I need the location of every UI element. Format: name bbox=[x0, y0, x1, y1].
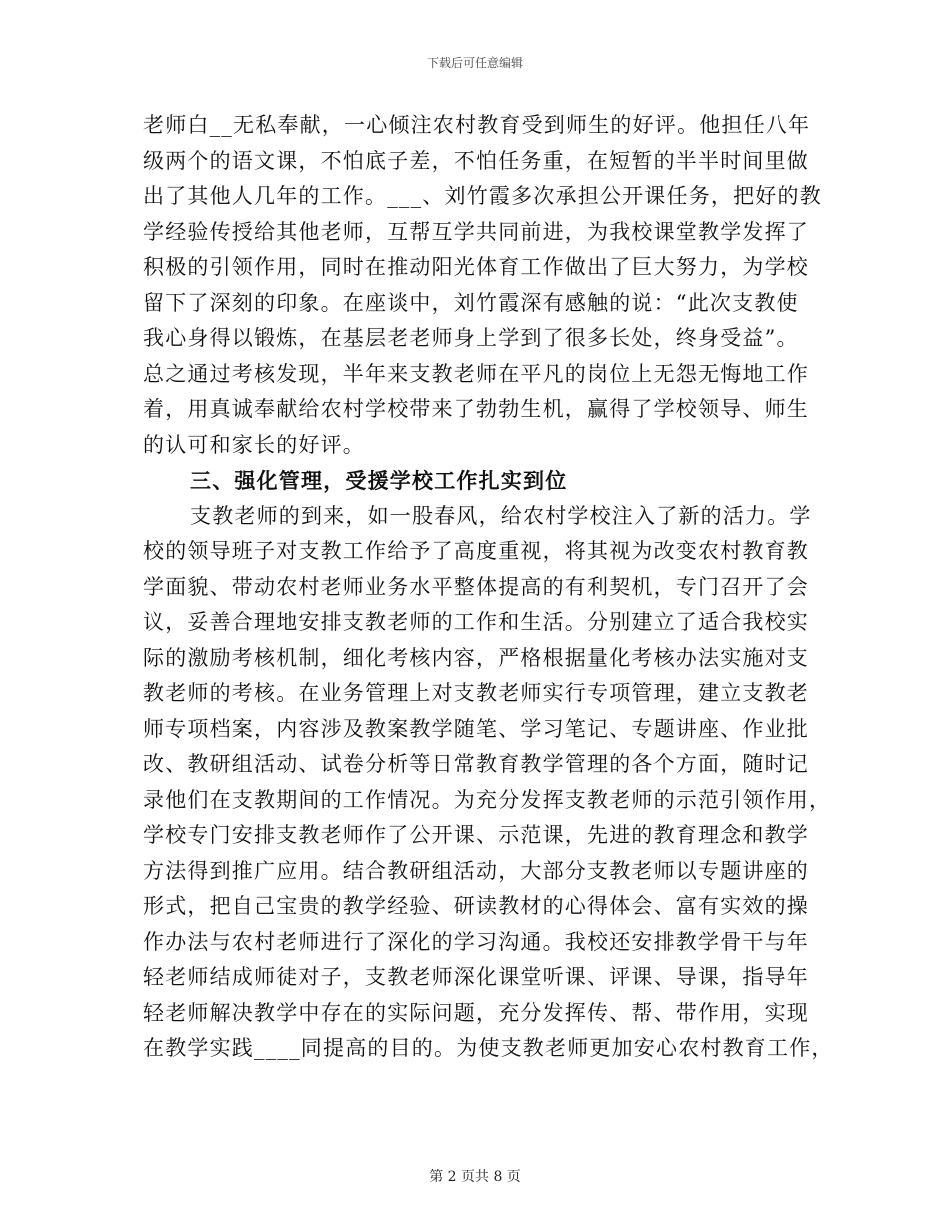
text-line: 作办法与农村老师进行了深化的学习沟通。我校还安排教学骨干与年 bbox=[143, 929, 809, 954]
text-line: 改、教研组活动、试卷分析等日常教育教学管理的各个方面，随时记 bbox=[143, 752, 809, 776]
text-line: 级两个的语文课，不怕底子差，不怕任务重，在短暂的半半时间里做 bbox=[143, 148, 809, 173]
text-line: 教老师的考核。在业务管理上对支教老师实行专项管理，建立支教老 bbox=[143, 681, 809, 705]
text-line: 学校专门安排支教老师作了公开课、示范课，先进的教育理念和教学 bbox=[143, 823, 809, 847]
text-line: 支教老师的到来，如一股春风，给农村学校注入了新的活力。学 bbox=[190, 503, 812, 528]
text-line: 老师白__无私奉献，一心倾注农村教育受到师生的好评。他担任八年 bbox=[143, 113, 811, 137]
text-line: 着，用真诚奉献给农村学校带来了勃勃生机，赢得了学校领导、师生 bbox=[143, 397, 809, 421]
text-line: 学面貌、带动农村老师业务水平整体提高的有利契机，专门召开了会 bbox=[143, 574, 809, 599]
text-line: 出了其他人几年的工作。___、刘竹霞多次承担公开课任务，把好的教 bbox=[143, 184, 822, 208]
text-line: 方法得到推广应用。结合教研组活动，大部分支教老师以专题讲座的 bbox=[143, 858, 809, 883]
page-header: 下载后可任意编辑 bbox=[426, 56, 523, 70]
text-line: 轻老师结成师徒对子，支教老师深化课堂听课、评课、导课，指导年 bbox=[143, 965, 809, 989]
document-body bbox=[143, 108, 834, 1067]
text-line: 总之通过考核发现，半年来支教老师在平凡的岗位上无怨无悔地工作 bbox=[143, 361, 809, 386]
text-line: 际的激励考核机制，细化考核内容，严格根据量化考核办法实施对支 bbox=[143, 645, 809, 670]
page-footer: 第 2 页共 8 页 bbox=[429, 1169, 521, 1185]
text-line: 师专项档案，内容涉及教案教学随笔、学习笔记、专题讲座、作业批 bbox=[143, 716, 809, 741]
text-line: 录他们在支教期间的工作情况。为充分发挥支教老师的示范引领作用， bbox=[143, 787, 832, 812]
text-line: 形式，把自己宝贵的教学经验、研读教材的心得体会、富有实效的操 bbox=[143, 894, 809, 918]
text-line: 在教学实践____同提高的目的。为使支教老师更加安心农村教育工作， bbox=[143, 1036, 834, 1060]
text-line: 积极的引领作用，同时在推动阳光体育工作做出了巨大努力，为学校 bbox=[143, 255, 809, 279]
text-line: 学经验传授给其他老师，互帮互学共同前进，为我校课堂教学发挥了 bbox=[143, 219, 809, 244]
text-line: 留下了深刻的印象。在座谈中，刘竹霞深有感触的说：“此次支教使 bbox=[143, 290, 799, 315]
text-line: 我心身得以锻炼，在基层老老师身上学到了很多长处，终身受益”。 bbox=[143, 326, 799, 350]
text-line: 议，妥善合理地安排支教老师的工作和生活。分别建立了适合我校实 bbox=[143, 610, 809, 634]
section-heading: 三、强化管理，受援学校工作扎实到位 bbox=[190, 468, 568, 493]
text-line: 的认可和家长的好评。 bbox=[143, 432, 365, 457]
text-line: 校的领导班子对支教工作给予了高度重视，将其视为改变农村教育教 bbox=[143, 539, 809, 563]
text-line: 轻老师解决教学中存在的实际问题，充分发挥传、帮、带作用，实现 bbox=[143, 1000, 809, 1025]
